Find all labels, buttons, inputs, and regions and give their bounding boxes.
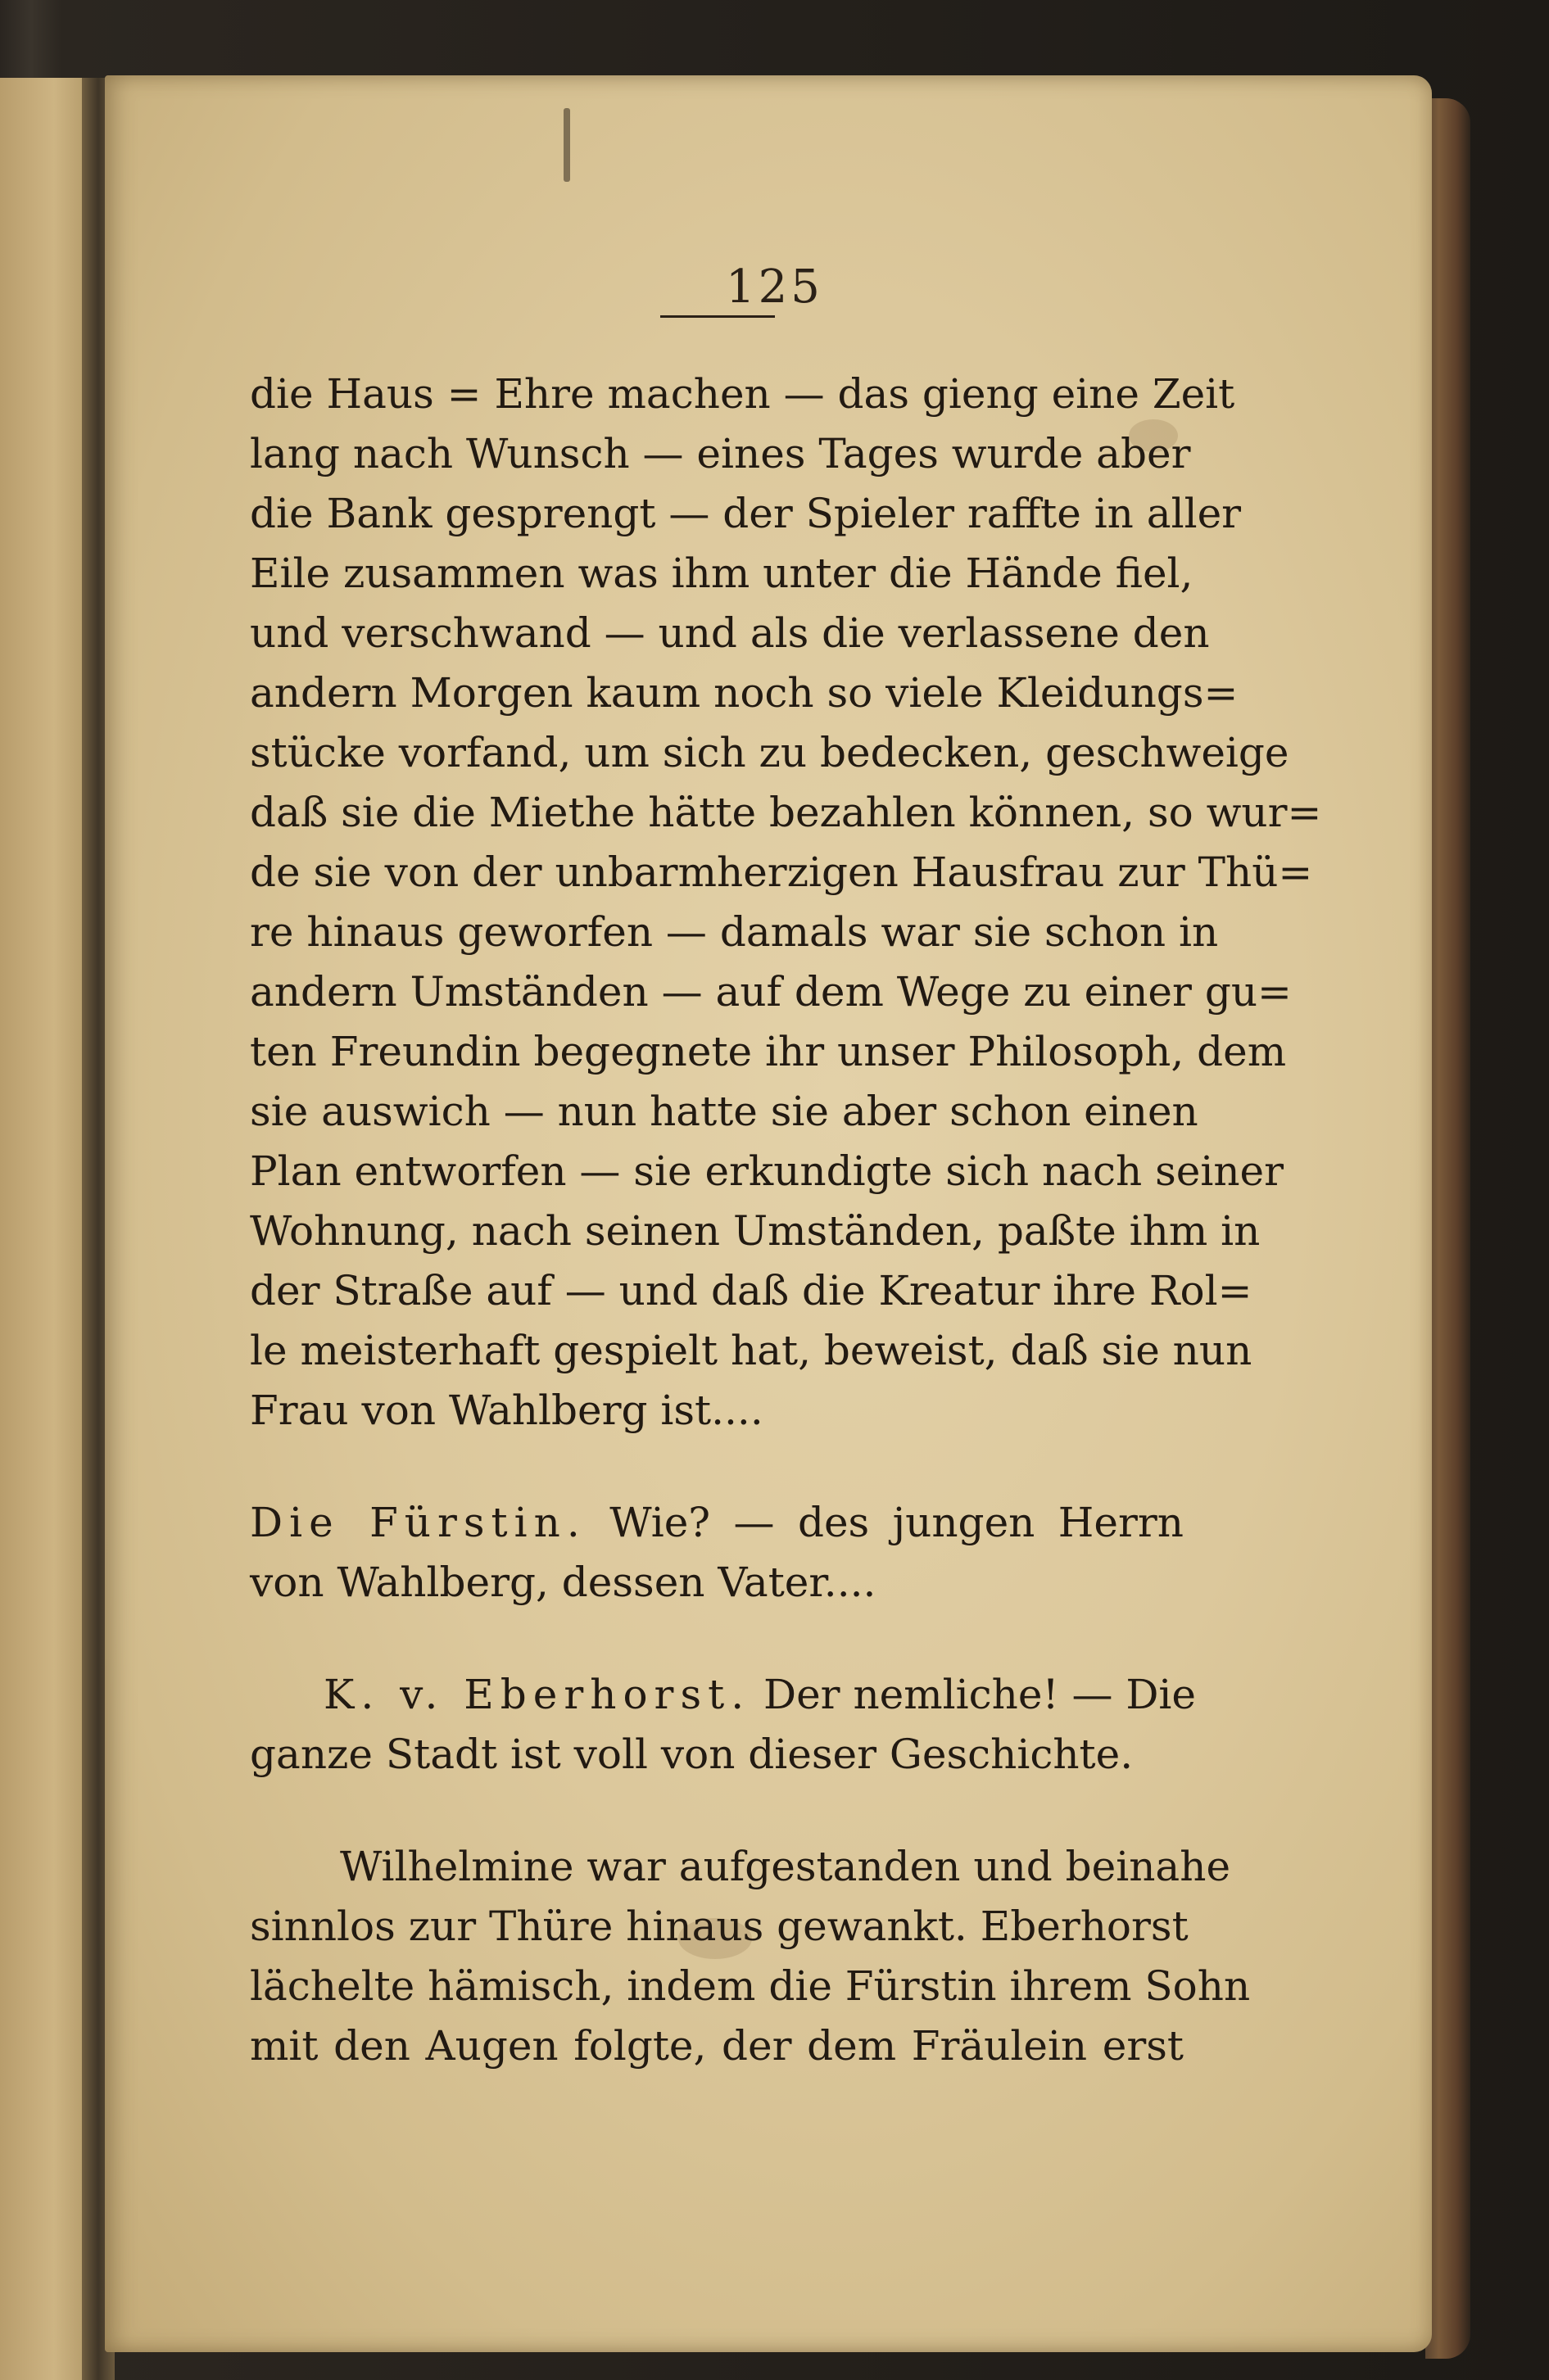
text-line: und verschwand — und als die verlassene den	[250, 609, 1210, 657]
text-line: die Haus = Ehre machen — das gieng eine Zeit	[250, 370, 1235, 418]
speaker-name: K. v. Eberhorst.	[324, 1671, 751, 1718]
text-line: Wohnung, nach seinen Umständen, paßte ihm in	[250, 1207, 1261, 1255]
text-line: lang nach Wunsch — eines Tages wurde aber	[250, 430, 1191, 477]
text-line: sinnlos zur Thüre hinaus gewankt. Eberhorst	[250, 1903, 1189, 1950]
text-line: daß sie die Miethe hätte bezahlen können, so wur=	[250, 789, 1322, 836]
text-line: Plan entworfen — sie erkundigte sich nach seiner	[250, 1147, 1284, 1195]
text-line: Frau von Wahlberg ist....	[250, 1387, 763, 1434]
text-line: ten Freundin begegnete ihr unser Philosoph, dem	[250, 1028, 1287, 1075]
text-line: der Straße auf — und daß die Kreatur ihre Rol=	[250, 1267, 1252, 1314]
text-line: lächelte hämisch, indem die Fürstin ihrem Sohn	[250, 1962, 1251, 2010]
page-text	[250, 364, 1322, 2076]
speaker-name: Die Fürstin.	[250, 1499, 587, 1546]
page-mark	[564, 108, 570, 182]
text-line: le meisterhaft gespielt hat, beweist, daß sie nun	[250, 1327, 1252, 1374]
text-line: mit den Augen folgte, der dem Fräulein erst	[250, 2022, 1184, 2070]
text-line: ganze Stadt ist voll von dieser Geschichte.	[250, 1731, 1134, 1778]
text-line: andern Morgen kaum noch so viele Kleidungs=	[250, 669, 1239, 717]
text-line: andern Umständen — auf dem Wege zu einer gu=	[250, 968, 1292, 1016]
page-number-rule	[660, 315, 775, 318]
dialogue-text: Der nemliche! — Die	[763, 1671, 1197, 1718]
page-number: 125	[726, 260, 823, 314]
dialogue-text: Wie? — des jungen Herrn	[609, 1499, 1184, 1546]
text-line: re hinaus geworfen — damals war sie schon in	[250, 908, 1219, 956]
text-line: sie auswich — nun hatte sie aber schon einen	[250, 1088, 1198, 1135]
text-line: de sie von der unbarmherzigen Hausfrau zur Thü=	[250, 848, 1313, 896]
facing-page-edge	[0, 78, 90, 2380]
paragraph-gap	[250, 1785, 1184, 1837]
paragraph-gap	[250, 1441, 1184, 1493]
text-line: von Wahlberg, dessen Vater....	[250, 1559, 876, 1606]
dialogue-line	[250, 1665, 1197, 1725]
paragraph-gap	[250, 1613, 1184, 1665]
book-cover-edge	[1425, 98, 1470, 2359]
text-line: Eile zusammen was ihm unter die Hände fiel,	[250, 550, 1193, 597]
text-line: Wilhelmine war aufgestanden und beinahe	[340, 1843, 1231, 1890]
text-line: stücke vorfand, um sich zu bedecken, geschweige	[250, 729, 1289, 776]
dialogue-line	[250, 1493, 1184, 1553]
text-line: die Bank gesprengt — der Spieler raffte in aller	[250, 490, 1242, 537]
